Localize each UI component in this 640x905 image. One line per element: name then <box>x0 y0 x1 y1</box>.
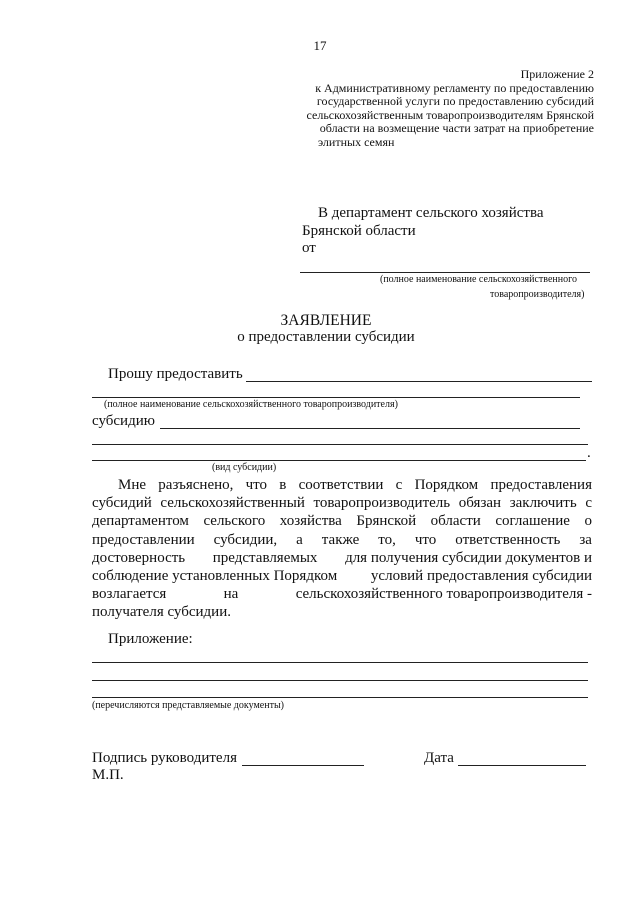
body-line: Мне разъяснено, что в соответствии с Порядком предоставления <box>118 477 592 493</box>
body-line: достоверность представляемых для получения субсидии документов и <box>92 549 592 566</box>
addressee-line: В департамент сельского хозяйства <box>318 205 544 221</box>
producer-line <box>92 397 580 398</box>
subsidy-caption: (вид субсидии) <box>212 462 277 473</box>
appendix-line: сельскохозяйственным товаропроизводителям Брянской <box>306 107 594 122</box>
addressee-line: от <box>302 240 316 256</box>
document-title: ЗАЯВЛЕНИЕ <box>280 312 372 329</box>
applicant-caption: (полное наименование сельскохозяйственного <box>380 274 577 285</box>
body-paragraph <box>92 476 592 622</box>
body-line: возлагается на сельскохозяйственного товаропроизводителя - <box>92 586 592 603</box>
appendix-line: элитных семян <box>318 134 395 149</box>
request-label: Прошу предоставить <box>108 366 243 382</box>
body-line: получателя субсидии. <box>92 604 231 621</box>
subsidy-line <box>92 444 588 445</box>
appendix-line: государственной услуги по предоставлению субсидий <box>316 94 594 108</box>
attachment-label: Приложение: <box>108 631 193 647</box>
subsidy-line <box>160 428 580 429</box>
subsidy-label: субсидию <box>92 413 155 429</box>
body-line: соблюдение установленных Порядком условий предоставления субсидии <box>92 568 592 585</box>
applicant-line <box>300 272 590 273</box>
producer-caption: (полное наименование сельскохозяйственного товаропроизводителя) <box>104 399 398 410</box>
addressee-line: Брянской области <box>302 223 416 239</box>
date-line <box>458 765 586 766</box>
appendix-line: Приложение 2 <box>520 67 594 81</box>
request-line <box>246 381 592 382</box>
subsidy-end: . <box>587 445 591 461</box>
appendix-line: области на возмещение части затрат на приобретение <box>319 121 594 135</box>
attachment-line <box>92 697 588 698</box>
document-subtitle: о предоставлении субсидии <box>237 329 415 345</box>
attachment-caption: (перечисляются представляемые документы) <box>92 700 285 711</box>
applicant-caption: товаропроизводителя) <box>490 289 585 300</box>
signature-label: Подпись руководителя <box>92 750 237 766</box>
attachment-line <box>92 680 588 681</box>
body-line: субсидий сельскохозяйственный товаропроизводитель обязан заключить с <box>92 495 592 512</box>
stamp-label: М.П. <box>92 767 124 783</box>
body-line: департаментом сельского хозяйства Брянской области соглашение о <box>92 513 592 530</box>
appendix-line: к Административному регламенту по предоставлению <box>315 80 594 95</box>
signature-line <box>242 765 364 766</box>
subsidy-line <box>92 460 586 461</box>
page-number: 17 <box>313 38 327 53</box>
attachment-line <box>92 662 588 663</box>
date-label: Дата <box>424 750 454 766</box>
appendix-block <box>254 68 594 149</box>
body-line: предоставлении субсидии, а также то, что ответственность за <box>92 531 592 548</box>
